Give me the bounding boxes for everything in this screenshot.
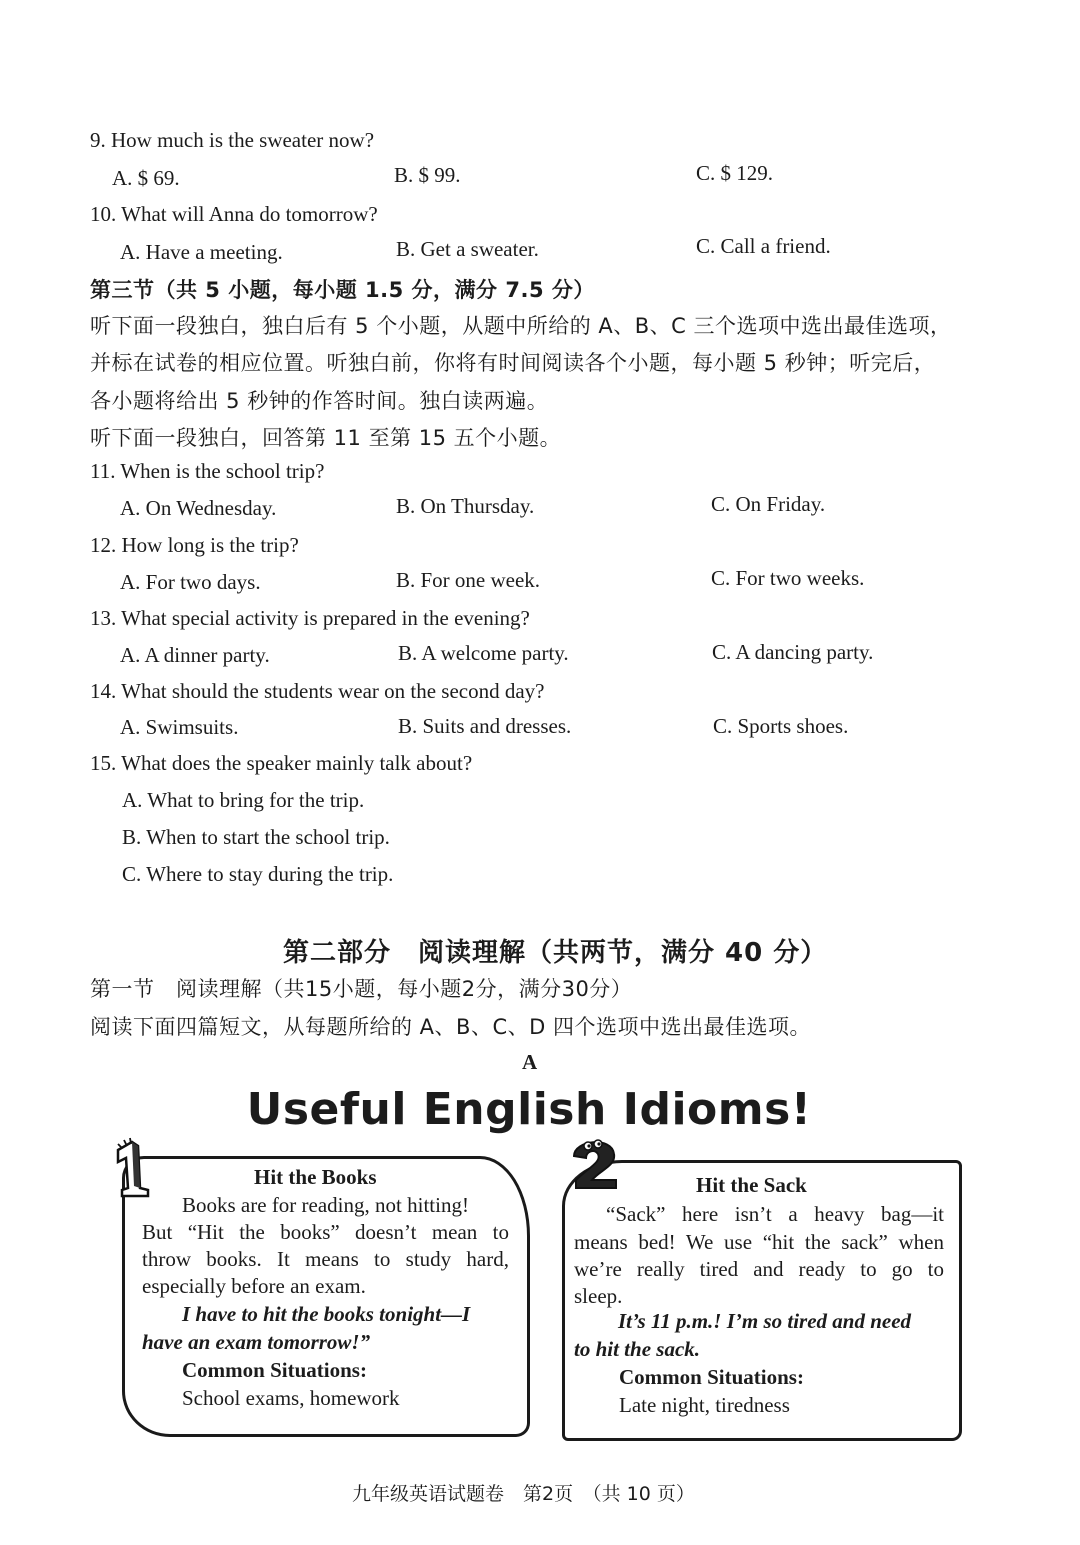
question-13-stem: 13. What special activity is prepared in the evening? (90, 606, 530, 630)
number-one-badge (104, 1136, 156, 1198)
idiom-1-line-2: But “Hit the books” doesn’t mean to (142, 1220, 509, 1244)
question-15-option-a: A. What to bring for the trip. (122, 788, 365, 812)
section-3-sub-instruction: 听下面一段独白，回答第 11 至第 15 五个小题。 (90, 426, 562, 450)
question-9-option-a: A. $ 69. (112, 166, 180, 190)
question-12-option-c: C. For two weeks. (711, 566, 865, 590)
idiom-1-situations: School exams, homework (182, 1386, 400, 1410)
section-3-instruction-line-1: 听下面一段独白，独白后有 5 个小题，从题中所给的 A、B、C 三个选项中选出最佳选项， (90, 314, 952, 338)
question-11-option-b: B. On Thursday. (396, 494, 535, 518)
question-10-option-c: C. Call a friend. (696, 234, 831, 258)
idiom-1-title: Hit the Books (254, 1165, 377, 1189)
question-12-option-b: B. For one week. (396, 568, 541, 592)
idiom-2-title: Hit the Sack (696, 1173, 807, 1197)
idiom-2-line-2: means bed! We use “hit the sack” when (574, 1230, 944, 1254)
question-14-option-a: A. Swimsuits. (120, 715, 239, 739)
question-10-stem: 10. What will Anna do tomorrow? (90, 202, 378, 226)
idiom-2-line-3: we’re really tired and ready to go to (574, 1257, 944, 1281)
question-11-option-a: A. On Wednesday. (120, 496, 277, 520)
idiom-1-line-3: throw books. It means to study hard, (142, 1247, 509, 1271)
section-3-instruction-line-3: 各小题将给出 5 秒钟的作答时间。独白读两遍。 (90, 389, 549, 413)
question-10-option-a: A. Have a meeting. (120, 240, 283, 264)
idiom-1-line-4: especially before an exam. (142, 1274, 366, 1298)
question-13-option-a: A. A dinner party. (120, 643, 270, 667)
question-11-option-c: C. On Friday. (711, 492, 826, 516)
part-2-title: 第二部分 阅读理解（共两节，满分 40 分） (283, 938, 828, 968)
idiom-2-line-1: “Sack” here isn’t a heavy bag—it (606, 1202, 944, 1226)
question-12-option-a: A. For two days. (120, 570, 261, 594)
idiom-2-line-4: sleep. (574, 1284, 623, 1308)
idiom-1-situations-label: Common Situations: (182, 1358, 367, 1382)
question-14-stem: 14. What should the students wear on the second day? (90, 679, 545, 703)
question-13-option-b: B. A welcome party. (398, 641, 569, 665)
question-14-option-c: C. Sports shoes. (713, 714, 849, 738)
question-14-option-b: B. Suits and dresses. (398, 714, 572, 738)
question-15-option-b: B. When to start the school trip. (122, 825, 390, 849)
reading-section-1-title: 第一节 阅读理解（共15小题，每小题2分，满分30分） (90, 977, 633, 1001)
idiom-1-example-line-1: I have to hit the books tonight—I (182, 1302, 471, 1326)
question-15-stem: 15. What does the speaker mainly talk about? (90, 751, 473, 775)
question-9-option-b: B. $ 99. (394, 163, 461, 187)
idiom-1-line-1: Books are for reading, not hitting! (182, 1193, 469, 1217)
idiom-2-example-line-1: It’s 11 p.m.! I’m so tired and need (618, 1309, 912, 1333)
number-two-badge (566, 1134, 624, 1190)
question-9-option-c: C. $ 129. (696, 161, 774, 185)
question-11-stem: 11. When is the school trip? (90, 459, 325, 483)
idiom-2-situations: Late night, tiredness (619, 1393, 790, 1417)
idiom-2-example-line-2: to hit the sack. (574, 1337, 701, 1361)
poster-title: Useful English Idioms! (246, 1084, 812, 1135)
question-13-option-c: C. A dancing party. (712, 640, 874, 664)
passage-letter: A (522, 1050, 538, 1074)
page-footer: 九年级英语试题卷 第2页 （共 10 页） (352, 1483, 695, 1505)
reading-section-1-instruction: 阅读下面四篇短文，从每题所给的 A、B、C、D 四个选项中选出最佳选项。 (90, 1015, 811, 1039)
section-3-instruction-line-2: 并标在试卷的相应位置。听独白前，你将有时间阅读各个小题，每小题 5 秒钟；听完后， (90, 351, 936, 375)
question-12-stem: 12. How long is the trip? (90, 533, 299, 557)
section-3-title: 第三节（共 5 小题，每小题 1.5 分，满分 7.5 分） (90, 278, 595, 302)
question-9-stem: 9. How much is the sweater now? (90, 128, 375, 152)
question-15-option-c: C. Where to stay during the trip. (122, 862, 394, 886)
idiom-1-example-line-2: have an exam tomorrow!” (142, 1330, 371, 1354)
question-10-option-b: B. Get a sweater. (396, 237, 539, 261)
idiom-2-situations-label: Common Situations: (619, 1365, 804, 1389)
